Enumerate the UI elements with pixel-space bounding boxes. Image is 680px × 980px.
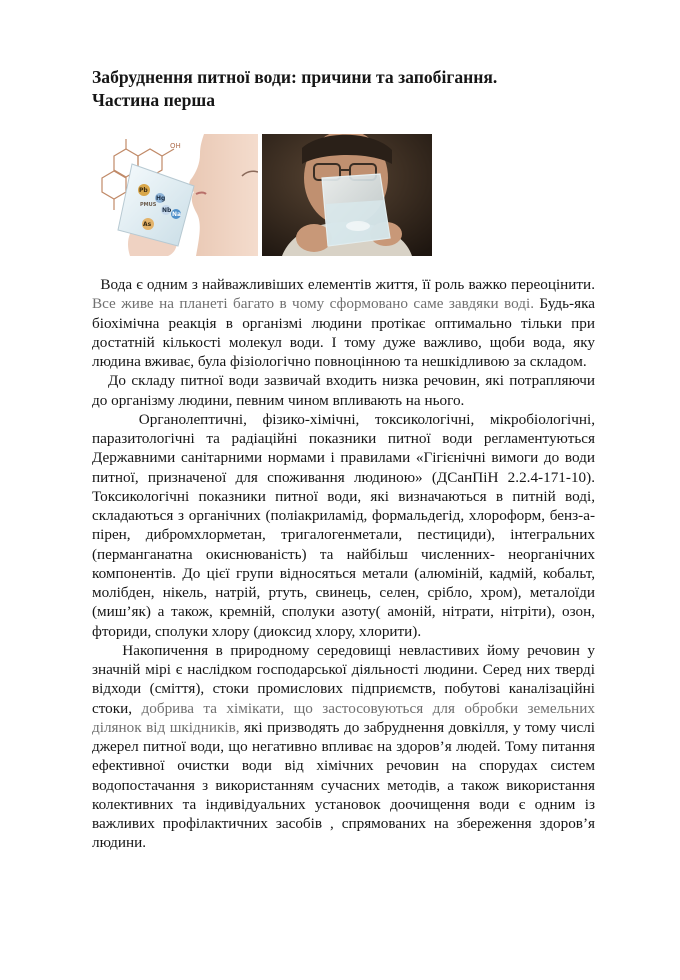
paragraph-text-highlighted: добрива та хімікати, що застосовуються для обробки земельних ділянок від шкідників, (92, 699, 595, 736)
paragraph (92, 641, 595, 853)
article-body (92, 275, 595, 853)
illustration-photos (92, 134, 432, 256)
element-bubble-label: As (143, 221, 152, 228)
title-line-1: Забруднення питної води: причини та запобігання. (92, 67, 498, 87)
paragraph-text: які призводять до забруднення довкілля, у тому числі джерел питної води, що негативно впливає на здоров’я людей. Тому питання ефективної очистки води від хімічних речовин на спорудах систем водопостачання з використанням сучасних методів, а також використання колективних та індивідуальних установок доочищення води є одним із важливих профілактичних засобів , спрямованих на збереження здоров’я людини. (92, 718, 595, 852)
element-bubble-label: Na (172, 211, 182, 218)
paragraph-text: Накопичення в природному середовищі невластивих йому речовин у значній мірі є наслідком господарської діяльності людини. Серед них тверді відходи (сміття), стоки промислових підприємств, побутові каналізаційні стоки, (92, 641, 595, 717)
man-drinking-beaker-photo (262, 134, 432, 256)
paragraph-text: Будь-яка біохімічна реакція в організмі людини протікає оптимально тільки при достатній кількості молекул води. І тому дуже важливо, щоби вода, яку людина вживає, була фізіологічно повноцінною та нешкідливою за складом. (92, 295, 595, 370)
woman-drinking-water-photo (92, 134, 258, 256)
element-bubble-label: Nb (162, 207, 172, 214)
paragraph-text-highlighted: Все живе на планеті багато в чому сформовано саме завдяки воді. (92, 295, 534, 313)
element-bubble-label: Hg (156, 195, 166, 202)
paragraph (92, 275, 595, 371)
paragraph-text: Вода є одним з найважливіших елементів життя, її роль важко переоцінити. (92, 276, 595, 293)
element-bubble-label: Pb (139, 187, 148, 194)
paragraph-text: Органолептичні, фізико-хімічні, токсикологічні, мікробіологічні, паразитологічні та радіаційні показники питної води регламентуються Державними санітарними нормами і правилами «Гігієнічні вимоги до води питної, призначеної для споживання людиною» (ДСанПіН 2.2.4-171-10). Токсикологічні показники питної води, які визначаються в питній воді, складаються з органічних (поліакриламід, формальдегід, хлороформ, бенз-а-пірен, дибромхлорметан, тригалогенметали, пестициди), інтегральних (перманганатна окиснюваність) та найбільш численних- неорганічних компонентів. До цієї групи відносяться метали (алюміній, кадмій, кобальт, молібден, нікель, натрій, ртуть, свинець, селен, срібло, хром), металоїди (миш’як) а також, кремній, сполуки азоту( амоній, нітрати, нітріти), озон, фториди, сполуки хлору (диоксид хлору, хлорити). (92, 410, 595, 640)
element-bubble-label: PMUS (140, 202, 157, 208)
title-line-2: Частина перша (92, 90, 216, 110)
paragraph (92, 371, 595, 410)
document-title (92, 66, 612, 112)
svg-text:OH: OH (170, 142, 181, 150)
paragraph-text: До складу питної води зазвичай входить низка речовин, які потрапляючи до організму людини, певним чином впливають на нього. (92, 372, 595, 409)
paragraph (92, 410, 595, 641)
